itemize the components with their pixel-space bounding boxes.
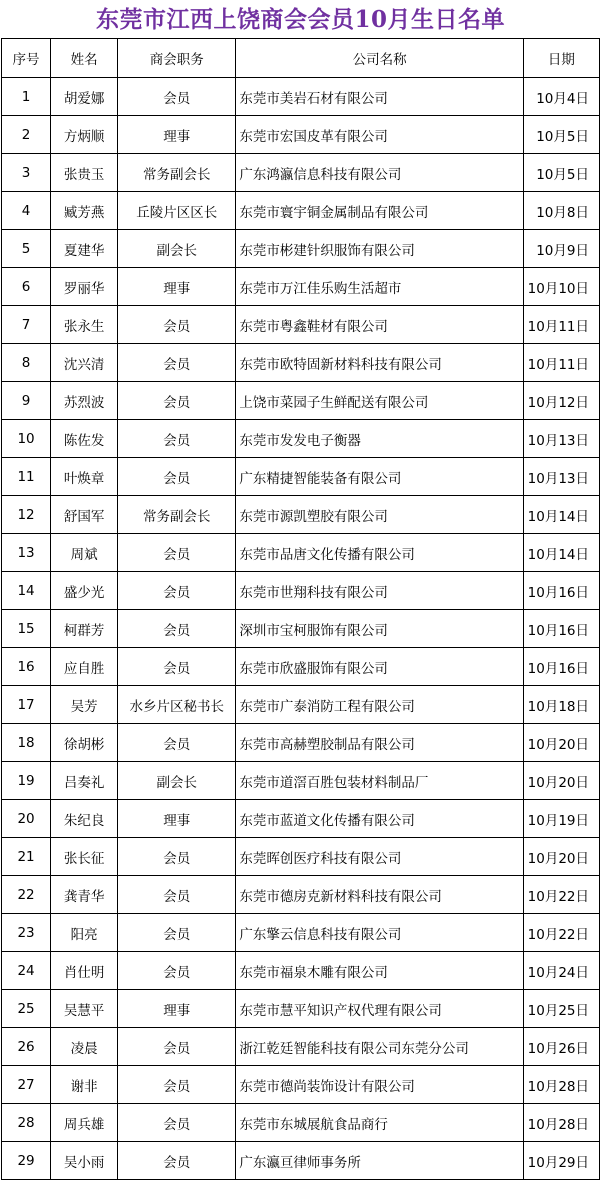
cell-date: 10月10日	[523, 268, 599, 306]
cell-role: 会员	[118, 914, 236, 952]
cell-name: 张贵玉	[51, 154, 118, 192]
header-no: 序号	[2, 39, 51, 78]
cell-no: 1	[2, 78, 51, 116]
cell-role: 会员	[118, 572, 236, 610]
cell-name: 罗丽华	[51, 268, 118, 306]
cell-name: 肖仕明	[51, 952, 118, 990]
cell-company: 东莞市彬建针织服饰有限公司	[236, 230, 523, 268]
cell-company: 东莞市道滘百胜包装材料制品厂	[236, 762, 523, 800]
cell-no: 14	[2, 572, 51, 610]
header-company: 公司名称	[236, 39, 523, 78]
table-row	[2, 192, 600, 230]
cell-role: 会员	[118, 420, 236, 458]
cell-no: 13	[2, 534, 51, 572]
cell-name: 沈兴清	[51, 344, 118, 382]
table-row	[2, 420, 600, 458]
cell-company: 东莞市慧平知识产权代理有限公司	[236, 990, 523, 1028]
table-row	[2, 496, 600, 534]
cell-role: 会员	[118, 952, 236, 990]
cell-company: 东莞市品唐文化传播有限公司	[236, 534, 523, 572]
table-row	[2, 534, 600, 572]
cell-date: 10月13日	[523, 458, 599, 496]
cell-date: 10月11日	[523, 344, 599, 382]
cell-no: 9	[2, 382, 51, 420]
header-role: 商会职务	[118, 39, 236, 78]
cell-company: 东莞市欧特固新材料科技有限公司	[236, 344, 523, 382]
cell-company: 东莞市万江佳乐购生活超市	[236, 268, 523, 306]
table-row	[2, 990, 600, 1028]
cell-role: 会员	[118, 1028, 236, 1066]
cell-company: 东莞市德房克新材料科技有限公司	[236, 876, 523, 914]
cell-no: 10	[2, 420, 51, 458]
cell-date: 10月24日	[523, 952, 599, 990]
cell-name: 周兵雄	[51, 1104, 118, 1142]
table-row	[2, 914, 600, 952]
cell-company: 广东精捷智能装备有限公司	[236, 458, 523, 496]
cell-role: 会员	[118, 876, 236, 914]
cell-date: 10月26日	[523, 1028, 599, 1066]
table-row	[2, 344, 600, 382]
cell-company: 东莞市高赫塑胶制品有限公司	[236, 724, 523, 762]
table-row	[2, 306, 600, 344]
cell-name: 方炳顺	[51, 116, 118, 154]
cell-company: 深圳市宝柯服饰有限公司	[236, 610, 523, 648]
cell-name: 徐胡彬	[51, 724, 118, 762]
cell-name: 陈佐发	[51, 420, 118, 458]
cell-role: 会员	[118, 1142, 236, 1180]
cell-role: 会员	[118, 648, 236, 686]
cell-name: 龚青华	[51, 876, 118, 914]
cell-date: 10月20日	[523, 762, 599, 800]
cell-no: 21	[2, 838, 51, 876]
cell-company: 东莞市东城展航食品商行	[236, 1104, 523, 1142]
cell-company: 东莞市蓝道文化传播有限公司	[236, 800, 523, 838]
cell-date: 10月5日	[523, 154, 599, 192]
cell-name: 舒国军	[51, 496, 118, 534]
cell-date: 10月28日	[523, 1066, 599, 1104]
cell-no: 15	[2, 610, 51, 648]
cell-no: 17	[2, 686, 51, 724]
cell-role: 会员	[118, 1066, 236, 1104]
cell-no: 8	[2, 344, 51, 382]
cell-no: 23	[2, 914, 51, 952]
cell-role: 理事	[118, 268, 236, 306]
cell-no: 3	[2, 154, 51, 192]
cell-date: 10月29日	[523, 1142, 599, 1180]
header-row	[2, 39, 600, 78]
cell-no: 7	[2, 306, 51, 344]
cell-no: 27	[2, 1066, 51, 1104]
cell-date: 10月12日	[523, 382, 599, 420]
cell-no: 2	[2, 116, 51, 154]
table-body	[2, 78, 600, 1180]
cell-date: 10月9日	[523, 230, 599, 268]
cell-no: 5	[2, 230, 51, 268]
table-row	[2, 1066, 600, 1104]
cell-role: 副会长	[118, 230, 236, 268]
cell-company: 广东擎云信息科技有限公司	[236, 914, 523, 952]
cell-name: 吴小雨	[51, 1142, 118, 1180]
table-row	[2, 838, 600, 876]
cell-name: 朱纪良	[51, 800, 118, 838]
cell-date: 10月16日	[523, 572, 599, 610]
cell-name: 夏建华	[51, 230, 118, 268]
cell-company: 东莞市美岩石材有限公司	[236, 78, 523, 116]
cell-no: 4	[2, 192, 51, 230]
cell-company: 东莞市寰宇铜金属制品有限公司	[236, 192, 523, 230]
cell-company: 东莞晖创医疗科技有限公司	[236, 838, 523, 876]
cell-name: 应自胜	[51, 648, 118, 686]
cell-company: 东莞市粤鑫鞋材有限公司	[236, 306, 523, 344]
cell-no: 20	[2, 800, 51, 838]
table-row	[2, 382, 600, 420]
cell-date: 10月28日	[523, 1104, 599, 1142]
cell-no: 16	[2, 648, 51, 686]
cell-no: 29	[2, 1142, 51, 1180]
cell-date: 10月14日	[523, 496, 599, 534]
table-row	[2, 762, 600, 800]
cell-role: 会员	[118, 1104, 236, 1142]
table-row	[2, 230, 600, 268]
cell-no: 12	[2, 496, 51, 534]
cell-company: 东莞市宏国皮革有限公司	[236, 116, 523, 154]
cell-company: 东莞市德尚装饰设计有限公司	[236, 1066, 523, 1104]
cell-date: 10月5日	[523, 116, 599, 154]
table-row	[2, 1028, 600, 1066]
cell-name: 叶焕章	[51, 458, 118, 496]
cell-role: 会员	[118, 458, 236, 496]
cell-role: 会员	[118, 78, 236, 116]
page-title: 东莞市江西上饶商会会员10月生日名单	[95, 6, 505, 33]
cell-date: 10月20日	[523, 838, 599, 876]
cell-company: 广东瀛亘律师事务所	[236, 1142, 523, 1180]
table-row	[2, 458, 600, 496]
table-row	[2, 800, 600, 838]
cell-company: 东莞市发发电子衡器	[236, 420, 523, 458]
cell-role: 常务副会长	[118, 496, 236, 534]
cell-name: 苏烈波	[51, 382, 118, 420]
cell-name: 阳亮	[51, 914, 118, 952]
table-row	[2, 648, 600, 686]
cell-company: 东莞市广泰消防工程有限公司	[236, 686, 523, 724]
cell-name: 柯群芳	[51, 610, 118, 648]
cell-no: 11	[2, 458, 51, 496]
cell-role: 副会长	[118, 762, 236, 800]
table-row	[2, 78, 600, 116]
cell-name: 臧芳燕	[51, 192, 118, 230]
table-row	[2, 268, 600, 306]
cell-no: 28	[2, 1104, 51, 1142]
header-date: 日期	[523, 39, 599, 78]
cell-no: 18	[2, 724, 51, 762]
cell-role: 理事	[118, 990, 236, 1028]
cell-company: 东莞市福泉木雕有限公司	[236, 952, 523, 990]
cell-date: 10月22日	[523, 914, 599, 952]
cell-name: 凌晨	[51, 1028, 118, 1066]
cell-date: 10月18日	[523, 686, 599, 724]
cell-date: 10月16日	[523, 648, 599, 686]
cell-no: 24	[2, 952, 51, 990]
cell-role: 会员	[118, 534, 236, 572]
cell-role: 丘陵片区区长	[118, 192, 236, 230]
cell-name: 周斌	[51, 534, 118, 572]
cell-no: 19	[2, 762, 51, 800]
cell-date: 10月11日	[523, 306, 599, 344]
cell-date: 10月16日	[523, 610, 599, 648]
cell-role: 会员	[118, 382, 236, 420]
cell-role: 会员	[118, 724, 236, 762]
table-row	[2, 572, 600, 610]
cell-role: 理事	[118, 800, 236, 838]
cell-role: 理事	[118, 116, 236, 154]
cell-date: 10月8日	[523, 192, 599, 230]
table-row	[2, 154, 600, 192]
cell-date: 10月14日	[523, 534, 599, 572]
cell-date: 10月13日	[523, 420, 599, 458]
table-row	[2, 876, 600, 914]
cell-name: 谢非	[51, 1066, 118, 1104]
table-row	[2, 724, 600, 762]
cell-no: 6	[2, 268, 51, 306]
cell-no: 22	[2, 876, 51, 914]
cell-name: 吴慧平	[51, 990, 118, 1028]
cell-date: 10月20日	[523, 724, 599, 762]
table-row	[2, 1104, 600, 1142]
cell-role: 会员	[118, 610, 236, 648]
cell-role: 会员	[118, 838, 236, 876]
cell-name: 吕奏礼	[51, 762, 118, 800]
cell-date: 10月19日	[523, 800, 599, 838]
header-name: 姓名	[51, 39, 118, 78]
table-row	[2, 116, 600, 154]
cell-name: 盛少光	[51, 572, 118, 610]
cell-role: 会员	[118, 306, 236, 344]
cell-no: 26	[2, 1028, 51, 1066]
cell-company: 东莞市世翔科技有限公司	[236, 572, 523, 610]
cell-role: 常务副会长	[118, 154, 236, 192]
cell-name: 张永生	[51, 306, 118, 344]
table-row	[2, 952, 600, 990]
cell-no: 25	[2, 990, 51, 1028]
cell-name: 张长征	[51, 838, 118, 876]
cell-company: 东莞市欣盛服饰有限公司	[236, 648, 523, 686]
cell-role: 会员	[118, 344, 236, 382]
cell-company: 浙江乾廷智能科技有限公司东莞分公司	[236, 1028, 523, 1066]
cell-company: 广东鸿瀛信息科技有限公司	[236, 154, 523, 192]
cell-date: 10月4日	[523, 78, 599, 116]
cell-role: 水乡片区秘书长	[118, 686, 236, 724]
cell-date: 10月22日	[523, 876, 599, 914]
table-row	[2, 686, 600, 724]
cell-name: 胡爱娜	[51, 78, 118, 116]
cell-company: 东莞市源凯塑胶有限公司	[236, 496, 523, 534]
table-row	[2, 610, 600, 648]
cell-date: 10月25日	[523, 990, 599, 1028]
member-table	[1, 38, 600, 1180]
cell-company: 上饶市菜园子生鲜配送有限公司	[236, 382, 523, 420]
cell-name: 吴芳	[51, 686, 118, 724]
